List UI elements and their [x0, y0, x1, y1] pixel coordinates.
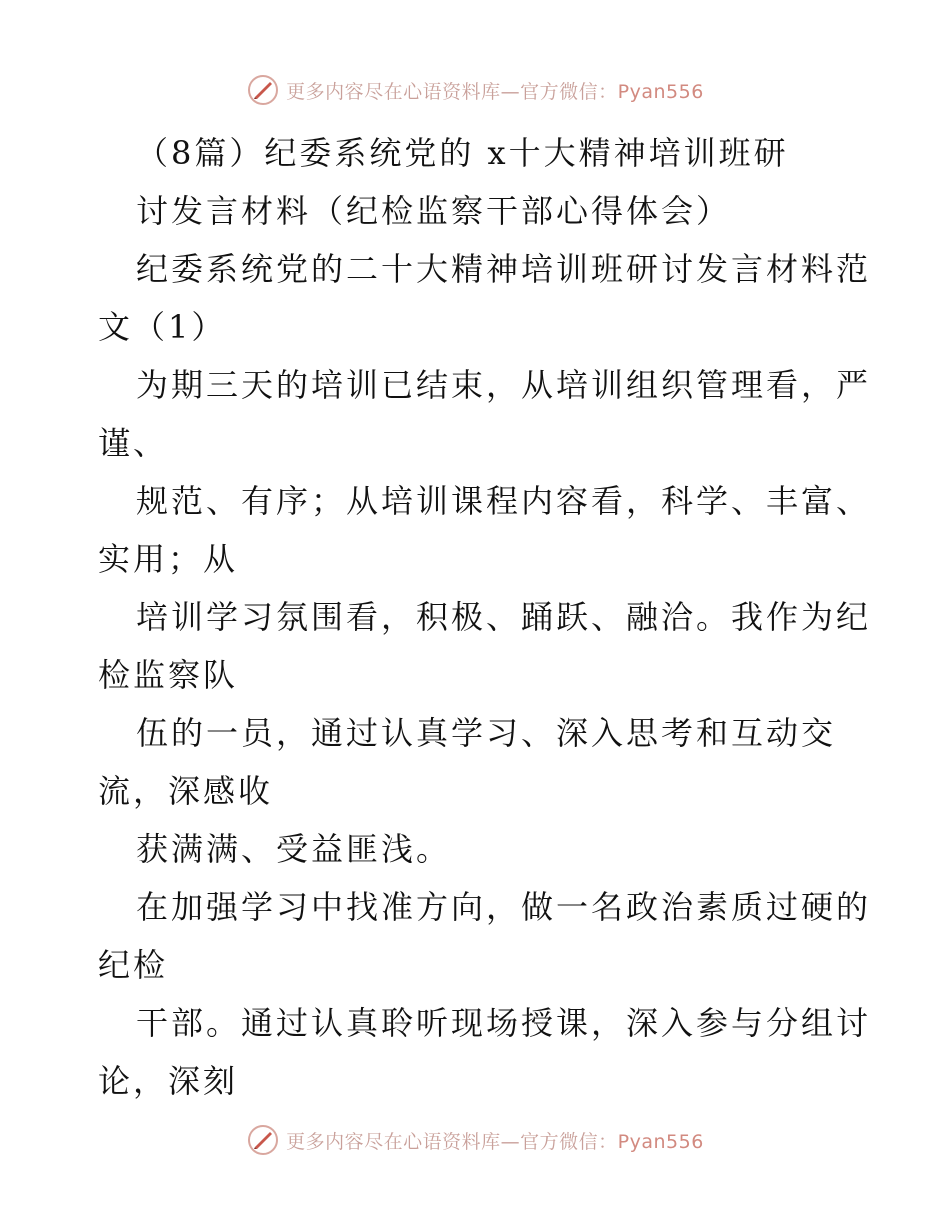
footer-watermark [0, 1120, 950, 1160]
text-line: 伍的一员，通过认真学习、深入思考和互动交 [136, 714, 837, 752]
quill-logo-icon [246, 1123, 280, 1157]
text-line: 论，深刻 [98, 1062, 239, 1100]
header-watermark [0, 70, 950, 110]
text-line: （8篇）纪委系统党的 x十大精神培训班研 [136, 134, 789, 172]
text-line: 实用；从 [98, 540, 239, 578]
text-line: 培训学习氛围看，积极、踊跃、融洽。我作为纪 [136, 598, 872, 636]
watermark-account: Pyan556 [617, 80, 704, 103]
text-line: 规范、有序；从培训课程内容看，科学、丰富、 [136, 482, 872, 520]
text-line: 文（1） [98, 308, 227, 346]
text-line: 纪委系统党的二十大精神培训班研讨发言材料范 [136, 250, 872, 288]
watermark-prefix: 更多内容尽在心语资料库—官方微信： [286, 1130, 618, 1153]
text-line: 在加强学习中找准方向，做一名政治素质过硬的 [136, 888, 872, 926]
quill-logo-icon [246, 73, 280, 107]
text-line: 谨、 [98, 424, 169, 462]
text-line: 纪检 [98, 946, 169, 984]
text-line: 干部。通过认真聆听现场授课，深入参与分组讨 [136, 1004, 872, 1042]
text-line: 讨发言材料（纪检监察干部心得体会） [136, 192, 732, 230]
text-line: 流，深感收 [98, 772, 274, 810]
watermark-prefix: 更多内容尽在心语资料库—官方微信： [286, 80, 618, 103]
watermark-account: Pyan556 [617, 1130, 704, 1153]
text-line: 检监察队 [98, 656, 239, 694]
document-body [98, 124, 872, 1110]
text-line: 为期三天的培训已结束，从培训组织管理看，严 [136, 366, 872, 404]
text-line: 获满满、受益匪浅。 [136, 830, 452, 868]
